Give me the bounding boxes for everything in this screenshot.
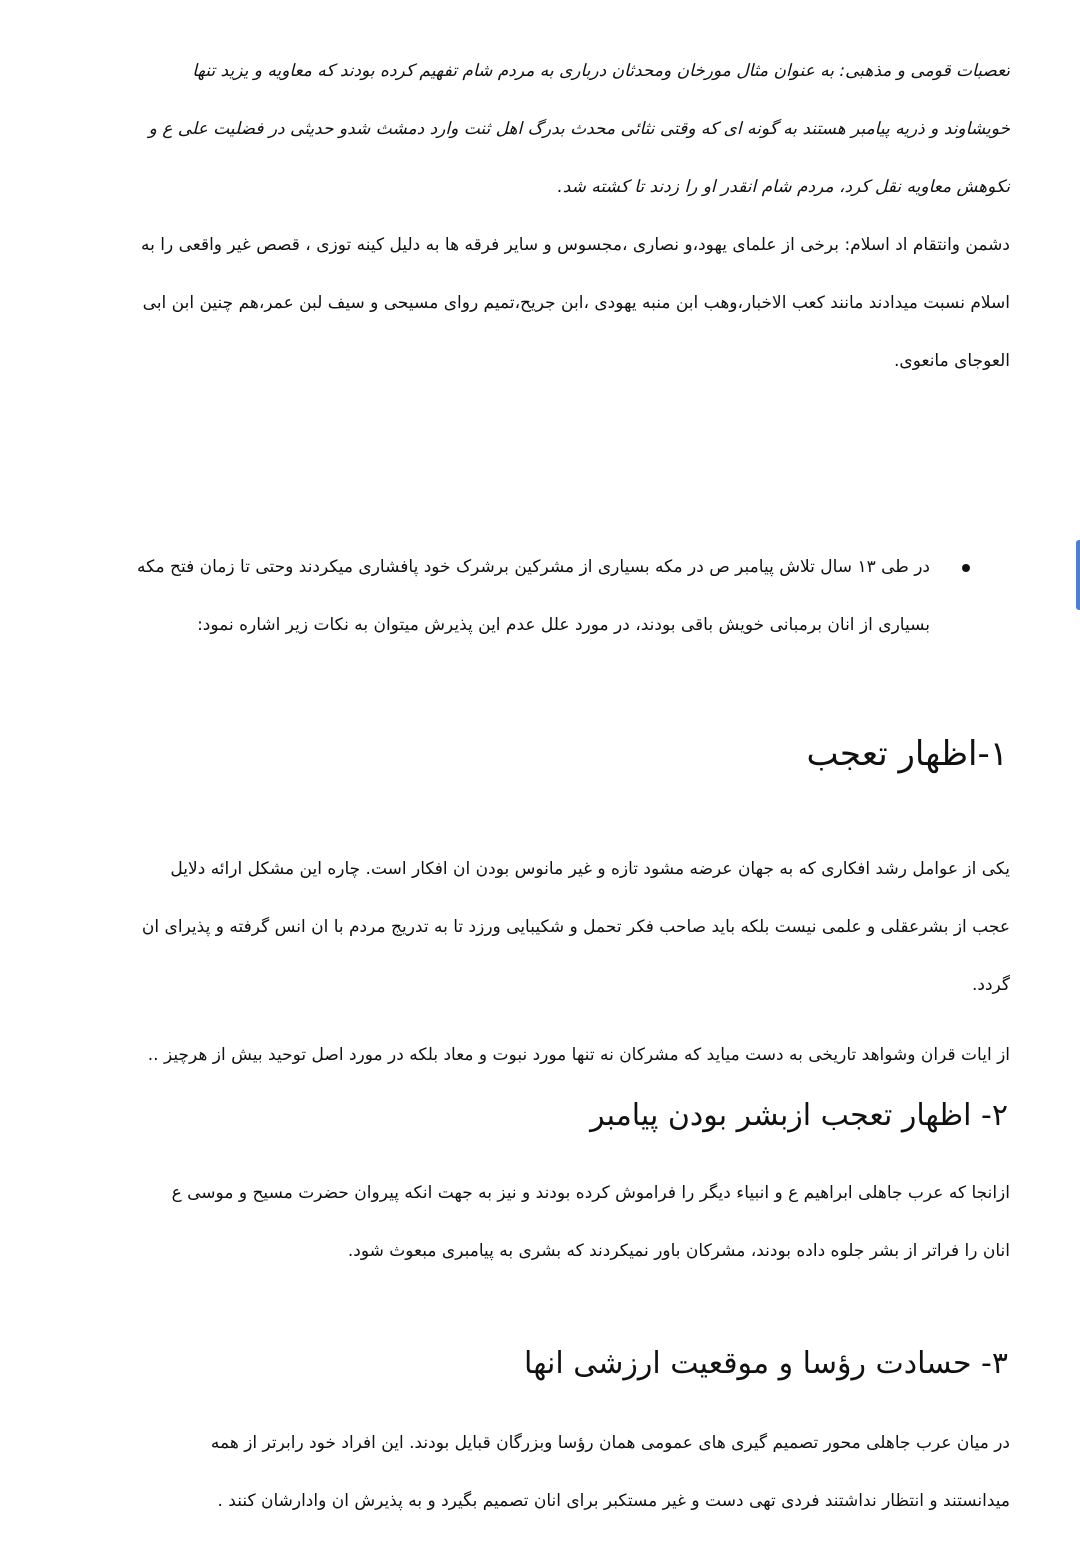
text-line: اسلام نسبت میدادند مانند کعب الاخبار،وهب ابن منبه یهودی ،ابن جریح،تمیم روای مسیحی و سیف لبن عمر،هم چنین ابن ابی bbox=[142, 293, 1010, 313]
text-line: از ایات قران وشواهد تاریخی به دست میاید که مشرکان نه تنها مورد نبوت و معاد بلکه در مورد اصل توحید بیش از هرچیز .. bbox=[147, 1045, 1010, 1065]
text-line: در میان عرب جاهلی محور تصمیم گیری های عمومی همان رؤسا وبزرگان قبایل بودند. این افراد خود رابرتر از همه bbox=[210, 1433, 1010, 1453]
heading-envy-of-leaders: ۳- حسادت رؤسا و موقعیت ارزشی انها bbox=[524, 1346, 1008, 1381]
text-line: عجب از بشرعقلی و علمی نیست بلکه باید صاحب فکر تحمل و شکیبایی ورزد تا به تدریج مردم با ان انس گرفته و پذیرای ان bbox=[141, 917, 1010, 937]
paragraph-enmity-and-revenge bbox=[20, 216, 1010, 390]
text-line: العوجای مانعوی. bbox=[894, 351, 1010, 371]
text-line: خویشاوند و ذریه پیامبر هستند به گونه ای که وقتی نثائی محدث بدرگ اهل ثنت وارد دمشث شدو حدیثی در فضلیت علی ع و bbox=[148, 119, 1010, 139]
text-line: گردد. bbox=[971, 975, 1010, 995]
text-line: در طی ۱۳ سال تلاش پیامبر ص در مکه بسیاری از مشرکین برشرک خود پافشاری میکردند وحتی تا زمان فتح مکه bbox=[137, 557, 930, 577]
paragraph-quran-verses bbox=[20, 1026, 1010, 1084]
text-line: بسیاری از انان برمبانی خویش باقی بودند، در مورد علل عدم این پذیرش میتوان به نکات زیر اشاره نمود: bbox=[197, 615, 930, 635]
heading-expressing-surprise: ۱-اظهار تعجب bbox=[806, 734, 1008, 774]
bullet-icon bbox=[962, 564, 970, 572]
paragraph-new-ideas bbox=[20, 840, 1010, 1014]
paragraph-national-religious-prejudice bbox=[20, 42, 1010, 216]
text-line: میدانستند و انتظار نداشتند فردی تهی دست و غیر مستکبر برای انان تصمیم بگیرد و به پذیرش ان وادارشان کنند . bbox=[217, 1491, 1010, 1511]
heading-surprise-prophet-human: ۲- اظهار تعجب ازبشر بودن پیامبر bbox=[590, 1098, 1008, 1133]
paragraph-tribal-leaders bbox=[50, 1414, 1010, 1530]
text-line: نکوهش معاویه نقل کرد، مردم شام انقدر او را زدند تا کشته شد. bbox=[557, 177, 1010, 197]
text-line: انان را فراتر از بشر جلوه داده بودند، مشرکان باور نمیکردند که بشری به پیامبری مبعوث شود. bbox=[347, 1241, 1010, 1261]
text-line: دشمن وانتقام اد اسلام: برخی از علمای یهود،و نصاری ،مجسوس و سایر فرقه ها به دلیل کینه توزی ، قصص غیر واقعی را به bbox=[140, 235, 1010, 255]
scroll-edge-indicator[interactable] bbox=[1076, 540, 1080, 610]
paragraph-jahili-arabs-forgot bbox=[20, 1164, 1010, 1280]
text-line: ازانجا که عرب جاهلی ابراهیم ع و انبیاء دیگر را فراموش کرده بودند و نیز به جهت انکه پیروان حضرت مسیح و موسی ع bbox=[171, 1183, 1010, 1203]
text-line: یکی از عوامل رشد افکاری که به جهان عرضه مشود تازه و غیر مانوس بودن ان افکار است. چاره این مشکل ارائه دلایل bbox=[170, 859, 1010, 879]
text-line: تعصبات قومی و مذهبی: به عنوان مثال مورخان ومحدثان درباری به مردم شام تفهیم کرده بودند که معاویه و یزید تنها bbox=[192, 61, 1010, 81]
bullet-paragraph-thirteen-years bbox=[10, 538, 930, 654]
